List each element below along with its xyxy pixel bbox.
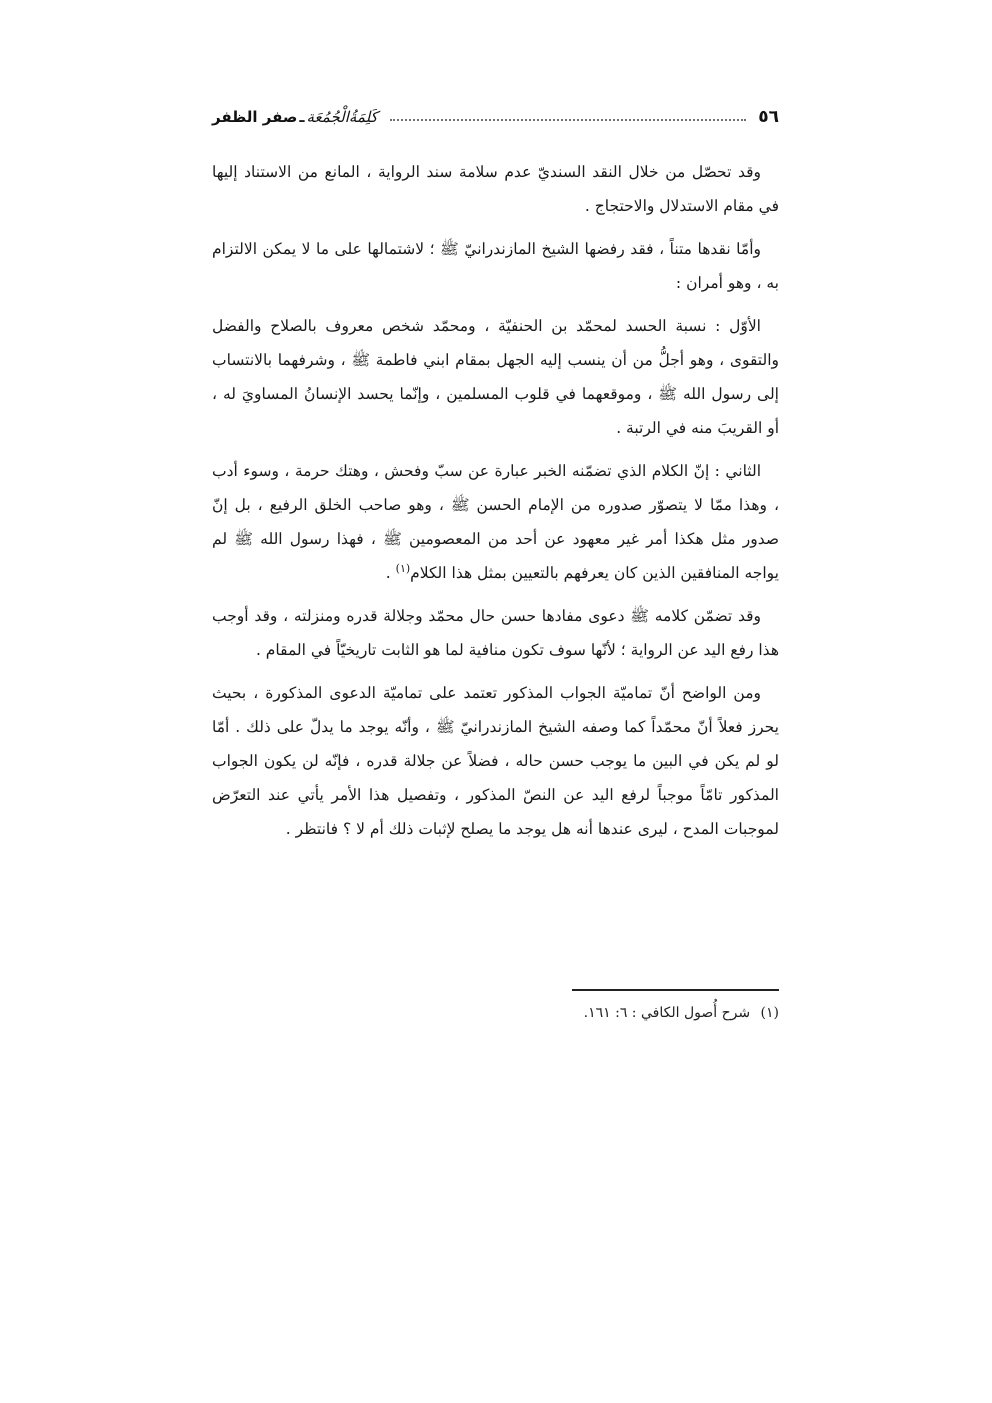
page-header — [212, 100, 779, 134]
paragraph-end-mark: . — [385, 564, 391, 582]
main-text — [212, 155, 779, 855]
title-separator: ـ — [299, 108, 305, 126]
paragraph-with-footnote — [212, 454, 779, 590]
footnote-number: (١) — [760, 1005, 779, 1021]
footnote — [212, 1000, 779, 1026]
series-title: كَلِمَةُالْجُمُعَة — [306, 108, 378, 126]
paragraph: وقد تضمّن كلامه ﷺ دعوى مفادها حسن حال محمّد وجلالة قدره ومنزلته ، وقد أوجب هذا رفع اليد عن الرواية ؛ لأنّها سوف تكون منافية لما هو الثابت تاريخيّاً في المقام . — [212, 607, 779, 659]
book-title: صفر الظفر — [212, 108, 298, 126]
paragraph-text: الثاني : إنّ الكلام الذي تضمّنه الخبر عبارة عن سبّ وفحش ، وهتك حرمة ، وسوء أدب ، وهذا ممّا لا يتصوّر صدوره من الإمام الحسن ﷺ ، وهو صاحب الخلق الرفيع ، بل إنّ صدور مثل هكذا أمر غير معهود عن أحد من المعصومين ﷺ ، فهذا رسول الله ﷺ لم يواجه المنافقين الذين كان يعرفهم بالتعيين بمثل هذا الكلام — [212, 462, 779, 582]
footnote-separator — [572, 989, 779, 991]
header-dotted-leader — [390, 119, 747, 121]
paragraph: وأمّا نقدها متناً ، فقد رفضها الشيخ المازندرانيّ ﷺ ؛ لاشتمالها على ما لا يمكن الالتزام به ، وهو أمران : — [212, 240, 779, 292]
page-number: ٥٦ — [758, 107, 779, 127]
paragraph: الأوّل : نسبة الحسد لمحمّد بن الحنفيّة ، ومحمّد شخص معروف بالصلاح والفضل والتقوى ، وهو أجلُّ من أن ينسب إليه الجهل بمقام ابني فاطمة ﷺ ، وشرفهما بالانتساب إلى رسول الله ﷺ ، وموقعهما في قلوب المسلمين ، وإنّما يحسد الإنسانُ المساويَ له ، أو القريبَ منه في الرتبة . — [212, 317, 779, 437]
footnote-reference[interactable]: (١) — [395, 561, 411, 575]
paragraph: وقد تحصّل من خلال النقد السنديّ عدم سلامة سند الرواية ، المانع من الاستناد إليها في مقام الاستدلال والاحتجاج . — [212, 163, 779, 215]
running-title — [212, 108, 378, 126]
paragraph: ومن الواضح أنّ تماميّة الجواب المذكور تعتمد على تماميّة الدعوى المذكورة ، بحيث يحرز فعلاً أنّ محمّداً كما وصفه الشيخ المازندرانيّ ﷺ ، وأنّه يوجد ما يدلّ على ذلك . أمّا لو لم يكن في البين ما يوجب حسن حاله ، فضلاً عن جلالة قدره ، فإنّه لن يكون الجواب المذكور تامّاً موجباً لرفع اليد عن النصّ المذكور ، وتفصيل هذا الأمر يأتي عند التعرّض لموجبات المدح ، ليرى عندها أنه هل يوجد ما يصلح لإثبات ذلك أم لا ؟ فانتظر . — [212, 684, 779, 838]
footnote-text: شرح أُصول الكافي : ٦: ١٦١. — [583, 1005, 751, 1021]
